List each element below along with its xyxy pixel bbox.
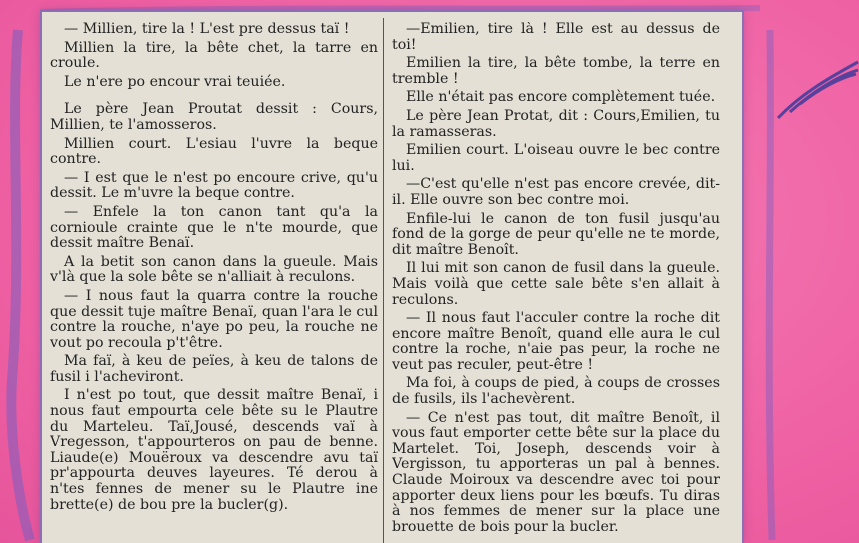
paragraph: Emilien la tire, la bête tombe, la terre en tremble ! [392, 55, 720, 87]
paragraph: Ma foi, à coups de pied, à coups de crosses de fusils, ils l'achevèrent. [392, 375, 720, 408]
paragraph: — I est que le n'est po encoure crive, qu'u dessit. Le m'uvre la beque contre. [50, 169, 378, 202]
paragraph: Ma faï, à keu de peïes, à keu de talons de fusil i l'acheviront. [50, 353, 378, 385]
right-column-french [392, 22, 720, 543]
paragraph: — Il nous faut l'acculer contre la roche dit encore maître Benoît, quand elle aura le cul contre la roche, n'aie pas peur, la roche ne veut pas reculer, peut-être ! [392, 310, 720, 373]
paragraph: —Emilien, tire là ! Elle est au dessus de toi! [392, 22, 720, 53]
paragraph: —C'est qu'elle n'est pas encore crevée, dit-il. Elle ouvre son bec contre moi. [392, 176, 720, 208]
column-divider [383, 18, 384, 543]
paragraph: — Ce n'est pas tout, dit maître Benoît, il vous faut emporter cette bête sur la place du Martelet. Toi, Joseph, descends voir à Vergisson, tu apporteras un pal à bennes. Claude Moiroux va descendre avec toi pour apporter deux liens pour les bœufs. Tu diras à nos femmes de mener sur la place une brouette de bois pour la bucler. [392, 409, 720, 535]
paragraph: — Millien, tire la ! L'est pre dessus taï ! [64, 22, 350, 37]
paragraph: Emilien court. L'oiseau ouvre le bec contre lui. [392, 142, 720, 174]
paragraph: A la betit son canon dans la gueule. Mais v'là que la sole bête se n'alliait à reculons. [50, 253, 378, 286]
paragraph: I n'est po tout, que dessit maître Benaï, i nous faut empourta cele bête su le Plautre du Marteleu. Taï,Jousé, descends vaï à Vregesson, t'appourteros on pau de benne. Liaude(e) Mouëroux va descendre avu taï pr'appourta deuves layeures. Té derou à n'tes fennes de mener su le Plautre ine brette(e) de bou pre la bucler(g). [50, 387, 378, 513]
paragraph: — I nous faut la quarra contre la rouche que dessit tuje maître Benaï, quan l'ara le cul contre la rouche, n'aye po peu, la rouche ne vout po recoula p't'être. [50, 287, 378, 351]
paragraph: Le n'ere po encour vrai teuiée. [64, 73, 286, 90]
paragraph: Il lui mit son canon de fusil dans la gueule. Mais voilà que cette sale bête s'en allait à reculons. [392, 260, 720, 308]
newspaper-clipping [42, 12, 742, 543]
paragraph: Le père Jean Proutat dessit : Cours, Millien, te l'amosseros. [50, 101, 378, 133]
paragraph: Millien court. L'esiau l'uvre la beque contre. [50, 135, 378, 168]
paragraph: — Enfele la ton canon tant qu'a la cornioule crainte que le n'te mourde, que dessit maître Benaï. [50, 203, 378, 252]
paragraph: Elle n'était pas encore complètement tuée. [406, 89, 716, 106]
paragraph: Le père Jean Protat, dit : Cours,Emilien, tu la ramasseras. [392, 107, 720, 140]
paragraph: Millien la tire, la bête chet, la tarre en croule. [50, 39, 378, 72]
paragraph: Enfile-lui le canon de ton fusil jusqu'au fond de la gorge de peur qu'elle ne te morde, dit maître Benoît. [392, 210, 720, 258]
left-column-patois [50, 22, 378, 543]
